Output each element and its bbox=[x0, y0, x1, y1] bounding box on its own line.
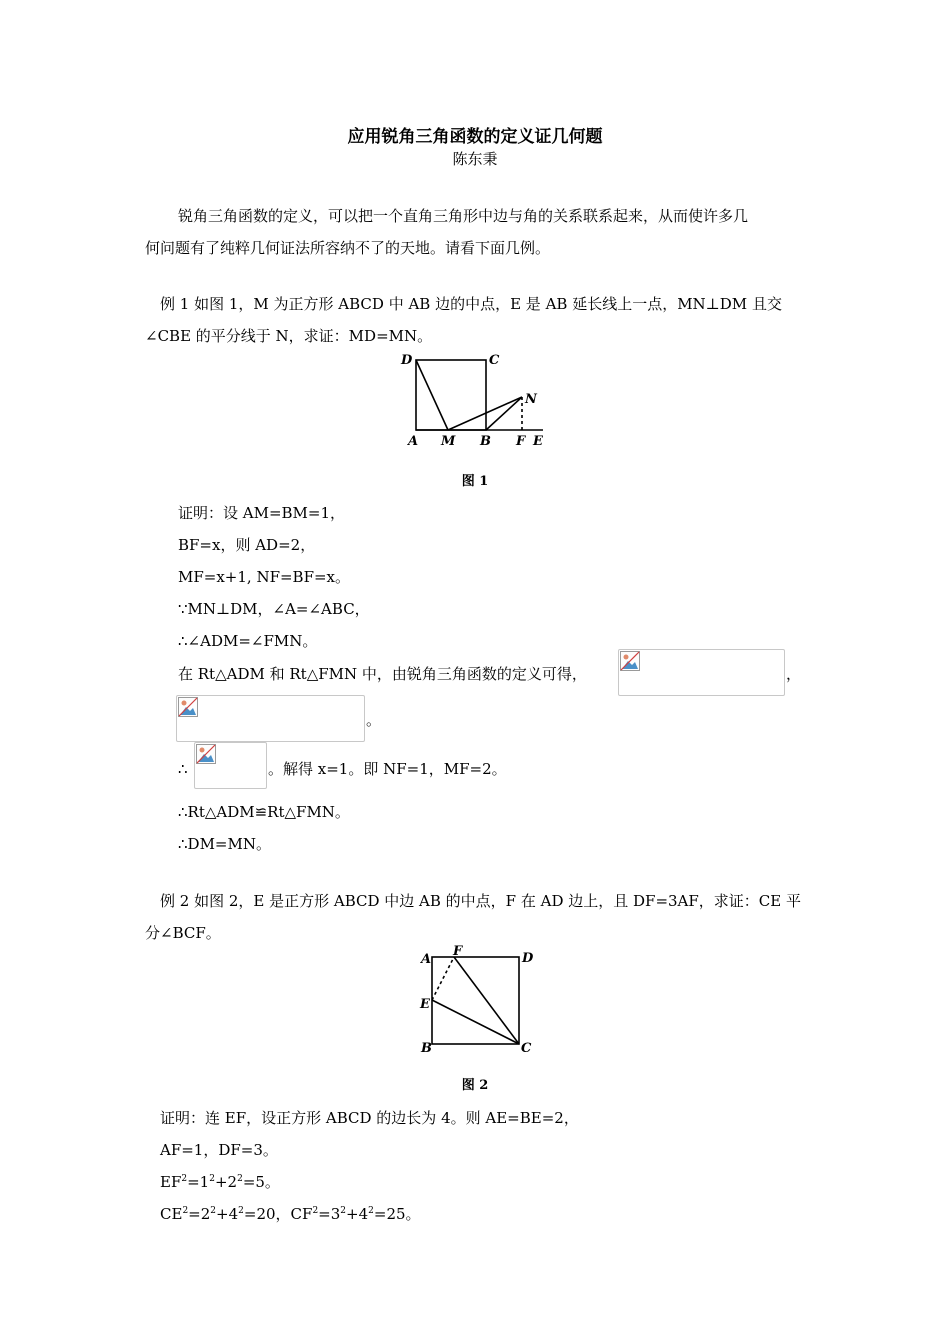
fig2-line-fc bbox=[454, 957, 519, 1044]
ex1-proof-line-6-end: ， bbox=[786, 665, 802, 683]
ex2-proof-line-3: $EF^2=1^2+2^2=5$。 bbox=[160, 1173, 280, 1191]
document-title: 应用锐角三角函数的定义证几何题 bbox=[347, 127, 603, 147]
broken-image-icon bbox=[196, 744, 216, 764]
example2-line-2: 分∠BCF。 bbox=[145, 924, 221, 942]
fig2-line-ef bbox=[432, 957, 454, 1000]
ex1-proof-line-4: ∵MN⊥DM，∠A=∠ABC， bbox=[178, 600, 370, 618]
fig1-label-m: M bbox=[441, 434, 456, 449]
fig1-label-c: C bbox=[489, 353, 500, 368]
fig1-label-f: F bbox=[516, 434, 526, 449]
intro-line-1: 锐角三角函数的定义，可以把一个直角三角形中边与角的关系联系起来，从而使许多几 bbox=[178, 207, 749, 225]
fig2-label-e: E bbox=[420, 997, 430, 1012]
fig2-label-d: D bbox=[522, 951, 534, 966]
ex1-proof-line-6: 在 Rt△ADM 和 Rt△FMN 中，由锐角三角函数的定义可得， bbox=[178, 665, 587, 683]
fig1-line-mn bbox=[448, 397, 522, 430]
ex1-proof-line-8-end: 。解得 x=1。即 NF=1，MF=2。 bbox=[268, 760, 507, 778]
fig1-label-a: A bbox=[408, 434, 419, 449]
ex1-proof-line-1: 证明：设 AM=BM=1， bbox=[178, 504, 346, 522]
figure-1 bbox=[398, 348, 558, 452]
ex2-proof-line-4: $CE^2=2^2+4^2=20$，$CF^2=3^2+4^2=25$。 bbox=[160, 1205, 421, 1223]
broken-image-formula-1 bbox=[618, 649, 785, 696]
example1-line-2: ∠CBE 的平分线于 N，求证：MD=MN。 bbox=[145, 327, 433, 345]
fig1-square-abcd bbox=[416, 360, 486, 430]
fig1-label-e: E bbox=[533, 434, 543, 449]
fig2-label-a: A bbox=[421, 952, 432, 967]
intro-line-2: 何问题有了纯粹几何证法所容纳不了的天地。请看下面几例。 bbox=[145, 239, 551, 257]
author-name: 陈东秉 bbox=[452, 150, 498, 168]
fig1-label-d: D bbox=[401, 353, 413, 368]
example1-line-1: 例 1 如图 1，M 为正方形 ABCD 中 AB 边的中点，E 是 AB 延长线上一点，MN⊥DM 且交 bbox=[160, 295, 782, 313]
ex1-proof-line-3: MF=x+1, NF=BF=x。 bbox=[178, 568, 351, 586]
fig2-label-f: F bbox=[453, 944, 463, 959]
ex1-proof-line-2: BF=x，则 AD=2， bbox=[178, 536, 316, 554]
broken-image-formula-3 bbox=[194, 742, 267, 789]
example2-line-1: 例 2 如图 2，E 是正方形 ABCD 中边 AB 的中点，F 在 AD 边上，且 DF=3AF，求证：CE 平 bbox=[160, 892, 801, 910]
ex1-proof-line-10: ∴DM=MN。 bbox=[178, 835, 271, 853]
ex1-proof-line-5: ∴∠ADM=∠FMN。 bbox=[178, 632, 318, 650]
ex2-proof-line-2: AF=1，DF=3。 bbox=[160, 1141, 278, 1159]
ex1-proof-line-7-end: 。 bbox=[366, 711, 382, 729]
figure-1-caption: 图 1 bbox=[461, 474, 489, 489]
fig1-line-dm bbox=[416, 360, 448, 430]
fig2-label-c: C bbox=[521, 1041, 532, 1056]
fig2-square-abcd bbox=[432, 957, 519, 1044]
ex2-proof-line-1: 证明：连 EF，设正方形 ABCD 的边长为 4。则 AE=BE=2， bbox=[160, 1109, 579, 1127]
broken-image-icon bbox=[620, 651, 640, 671]
fig2-label-b: B bbox=[421, 1041, 432, 1056]
broken-image-formula-2 bbox=[176, 695, 365, 742]
fig1-label-b: B bbox=[480, 434, 491, 449]
broken-image-icon bbox=[178, 697, 198, 717]
fig2-line-ec bbox=[432, 1000, 519, 1044]
ex1-proof-line-8-start: ∴ bbox=[178, 760, 188, 778]
figure-2-caption: 图 2 bbox=[461, 1078, 489, 1093]
ex1-proof-line-9: ∴Rt△ADM≌Rt△FMN。 bbox=[178, 803, 350, 821]
figure-2 bbox=[412, 942, 542, 1058]
fig1-line-bn bbox=[486, 397, 522, 430]
fig1-label-n: N bbox=[525, 392, 537, 407]
